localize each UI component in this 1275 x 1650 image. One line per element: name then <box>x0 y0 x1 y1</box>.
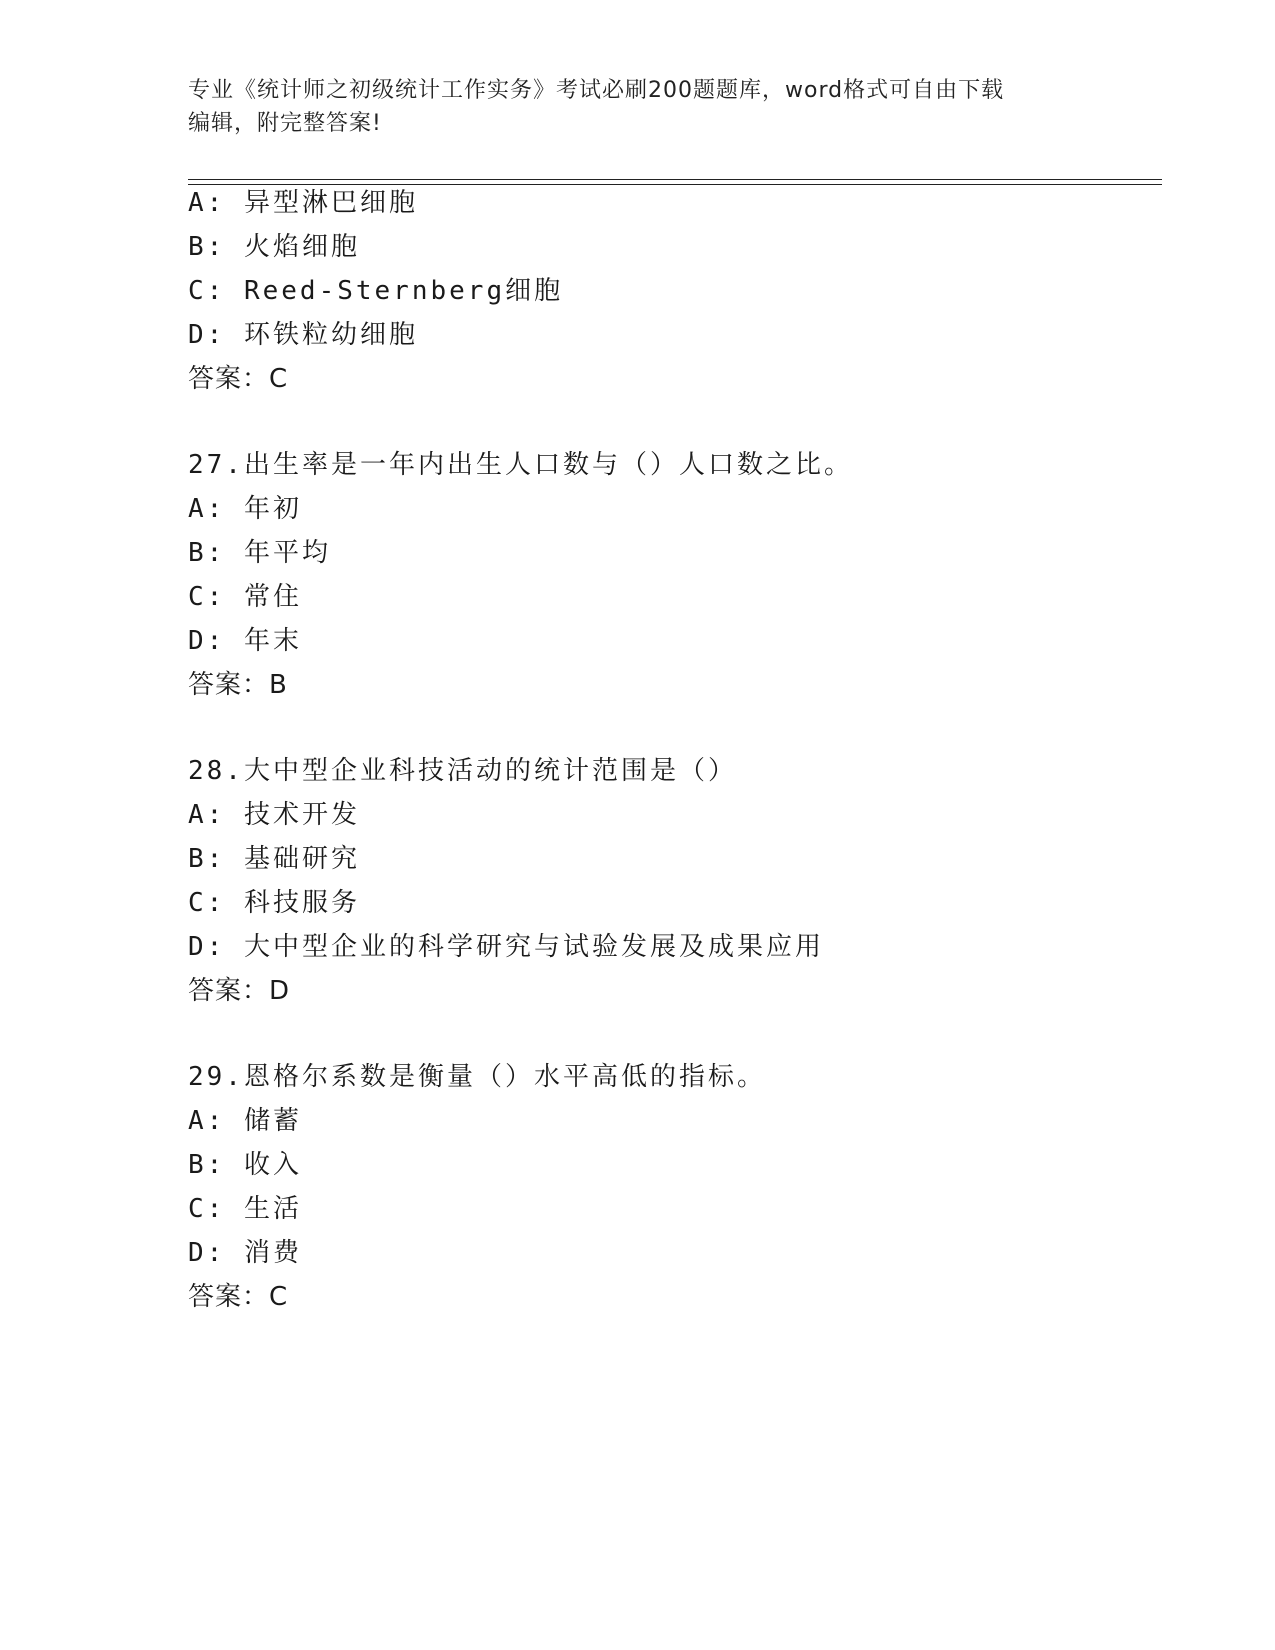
document-header <box>188 74 1088 140</box>
q28-option-d: D: 大中型企业的科学研究与试验发展及成果应用 <box>188 932 824 962</box>
header-title-line-1: 专业《统计师之初级统计工作实务》考试必刷200题题库，word格式可自由下载 <box>188 78 1005 103</box>
q26-option-b: B: 火焰细胞 <box>188 232 360 262</box>
q27-option-b: B: 年平均 <box>188 538 331 568</box>
header-divider-top <box>188 179 1162 180</box>
header-divider-bottom <box>188 184 1162 185</box>
q28-option-c: C: 科技服务 <box>188 888 360 918</box>
q28-option-a: A: 技术开发 <box>188 800 360 830</box>
q27-option-d: D: 年末 <box>188 626 302 656</box>
q26-option-c: C: Reed-Sternberg细胞 <box>188 276 564 306</box>
q27-option-a: A: 年初 <box>188 494 302 524</box>
q29-option-a: A: 储蓄 <box>188 1106 302 1136</box>
q27-answer: 答案：B <box>188 670 288 700</box>
q28-option-b: B: 基础研究 <box>188 844 360 874</box>
q26-option-a: A: 异型淋巴细胞 <box>188 188 418 218</box>
q29-option-d: D: 消费 <box>188 1238 302 1268</box>
q26-answer: 答案：C <box>188 364 289 394</box>
q28-answer: 答案：D <box>188 976 291 1006</box>
q29-answer: 答案：C <box>188 1282 289 1312</box>
q26-option-d: D: 环铁粒幼细胞 <box>188 320 418 350</box>
q29-question: 29.恩格尔系数是衡量（）水平高低的指标。 <box>188 1062 766 1092</box>
header-title-line-2: 编辑，附完整答案! <box>188 111 382 136</box>
q29-option-c: C: 生活 <box>188 1194 302 1224</box>
q27-question: 27.出生率是一年内出生人口数与（）人口数之比。 <box>188 450 853 480</box>
q27-option-c: C: 常住 <box>188 582 302 612</box>
q28-question: 28.大中型企业科技活动的统计范围是（） <box>188 756 737 786</box>
q29-option-b: B: 收入 <box>188 1150 302 1180</box>
